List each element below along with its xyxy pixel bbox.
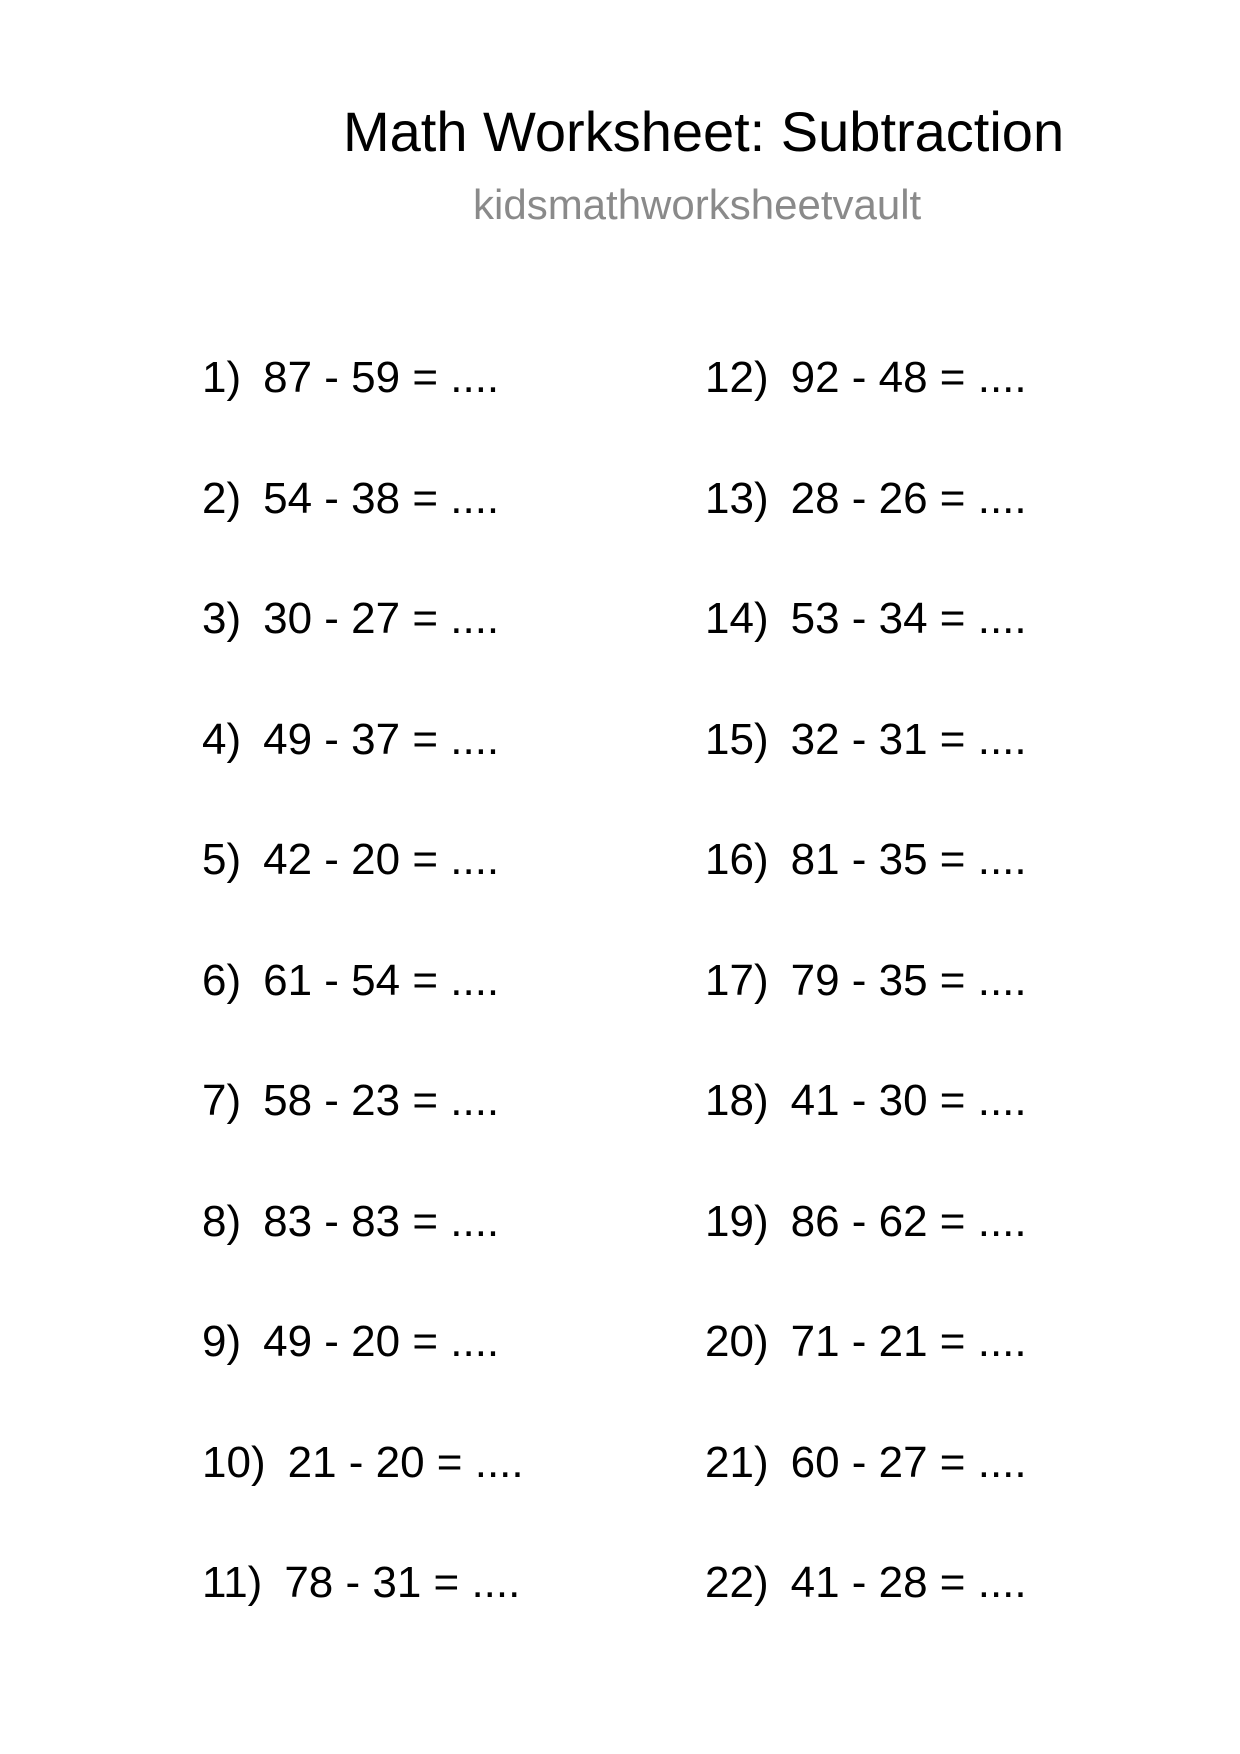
problem-item — [705, 951, 1125, 1072]
page-title: Math Worksheet: Subtraction — [343, 100, 1065, 163]
problem-number: 5) — [202, 835, 242, 884]
problem-item — [202, 951, 622, 1072]
problem-number: 1) — [202, 353, 242, 402]
problem-expression: 42 - 20 = .... — [263, 835, 500, 884]
problem-expression: 53 - 34 = .... — [790, 594, 1027, 643]
problem-expression: 79 - 35 = .... — [790, 955, 1027, 1005]
problem-expression: 32 - 31 = .... — [790, 714, 1027, 764]
problem-item — [705, 348, 1125, 469]
problem-number: 8) — [202, 1196, 242, 1246]
problem-item — [202, 1433, 622, 1554]
problem-expression: 28 - 26 = .... — [790, 473, 1027, 523]
problem-number: 21) — [705, 1437, 769, 1487]
problem-expression: 81 - 35 = .... — [790, 835, 1027, 884]
problem-number: 9) — [202, 1317, 242, 1366]
worksheet-header — [0, 96, 1240, 236]
problem-item — [202, 1192, 622, 1313]
problem-expression: 21 - 20 = .... — [287, 1437, 524, 1487]
problem-number: 22) — [705, 1558, 769, 1607]
problem-item — [705, 1192, 1125, 1313]
problem-expression: 30 - 27 = .... — [263, 594, 500, 643]
problem-number: 13) — [705, 473, 769, 523]
problem-item — [202, 1071, 622, 1192]
problem-number: 19) — [705, 1196, 769, 1246]
problem-number: 6) — [202, 955, 242, 1005]
problem-number: 18) — [705, 1076, 769, 1125]
problem-number: 2) — [202, 473, 242, 523]
problem-number: 3) — [202, 594, 242, 643]
problem-item — [202, 1553, 622, 1674]
problem-expression: 92 - 48 = .... — [790, 353, 1027, 402]
problem-item — [202, 830, 622, 951]
problem-item — [202, 589, 622, 710]
problem-expression: 41 - 30 = .... — [790, 1076, 1027, 1125]
problem-item — [705, 469, 1125, 590]
problems-column-left — [202, 348, 622, 1674]
problem-number: 15) — [705, 714, 769, 764]
problem-expression: 78 - 31 = .... — [284, 1558, 521, 1607]
problem-item — [705, 1433, 1125, 1554]
problem-expression: 71 - 21 = .... — [790, 1317, 1027, 1366]
problem-number: 4) — [202, 714, 242, 764]
problem-number: 16) — [705, 835, 769, 884]
problem-expression: 60 - 27 = .... — [790, 1437, 1027, 1487]
problem-number: 12) — [705, 353, 769, 402]
page-subtitle: kidsmathworksheetvault — [473, 181, 922, 228]
problems-column-right — [705, 348, 1125, 1674]
problem-number: 20) — [705, 1317, 769, 1366]
problem-number: 11) — [202, 1558, 263, 1607]
problem-expression: 58 - 23 = .... — [263, 1076, 500, 1125]
problem-expression: 41 - 28 = .... — [790, 1558, 1027, 1607]
problem-expression: 86 - 62 = .... — [790, 1196, 1027, 1246]
problem-expression: 61 - 54 = .... — [263, 955, 500, 1005]
problem-number: 17) — [705, 955, 769, 1005]
problem-item — [202, 469, 622, 590]
problem-item — [202, 710, 622, 831]
problem-number: 7) — [202, 1076, 242, 1125]
problem-expression: 54 - 38 = .... — [263, 473, 500, 523]
problem-item — [705, 1071, 1125, 1192]
problem-item — [202, 1312, 622, 1433]
problem-expression: 49 - 20 = .... — [263, 1317, 500, 1366]
problem-number: 10) — [202, 1437, 266, 1487]
problem-item — [705, 830, 1125, 951]
problem-expression: 83 - 83 = .... — [263, 1196, 500, 1246]
problem-number: 14) — [705, 594, 769, 643]
problem-expression: 87 - 59 = .... — [263, 353, 500, 402]
problem-item — [705, 589, 1125, 710]
problem-item — [202, 348, 622, 469]
problem-item — [705, 1553, 1125, 1674]
problem-item — [705, 1312, 1125, 1433]
problem-expression: 49 - 37 = .... — [263, 714, 500, 764]
problem-item — [705, 710, 1125, 831]
